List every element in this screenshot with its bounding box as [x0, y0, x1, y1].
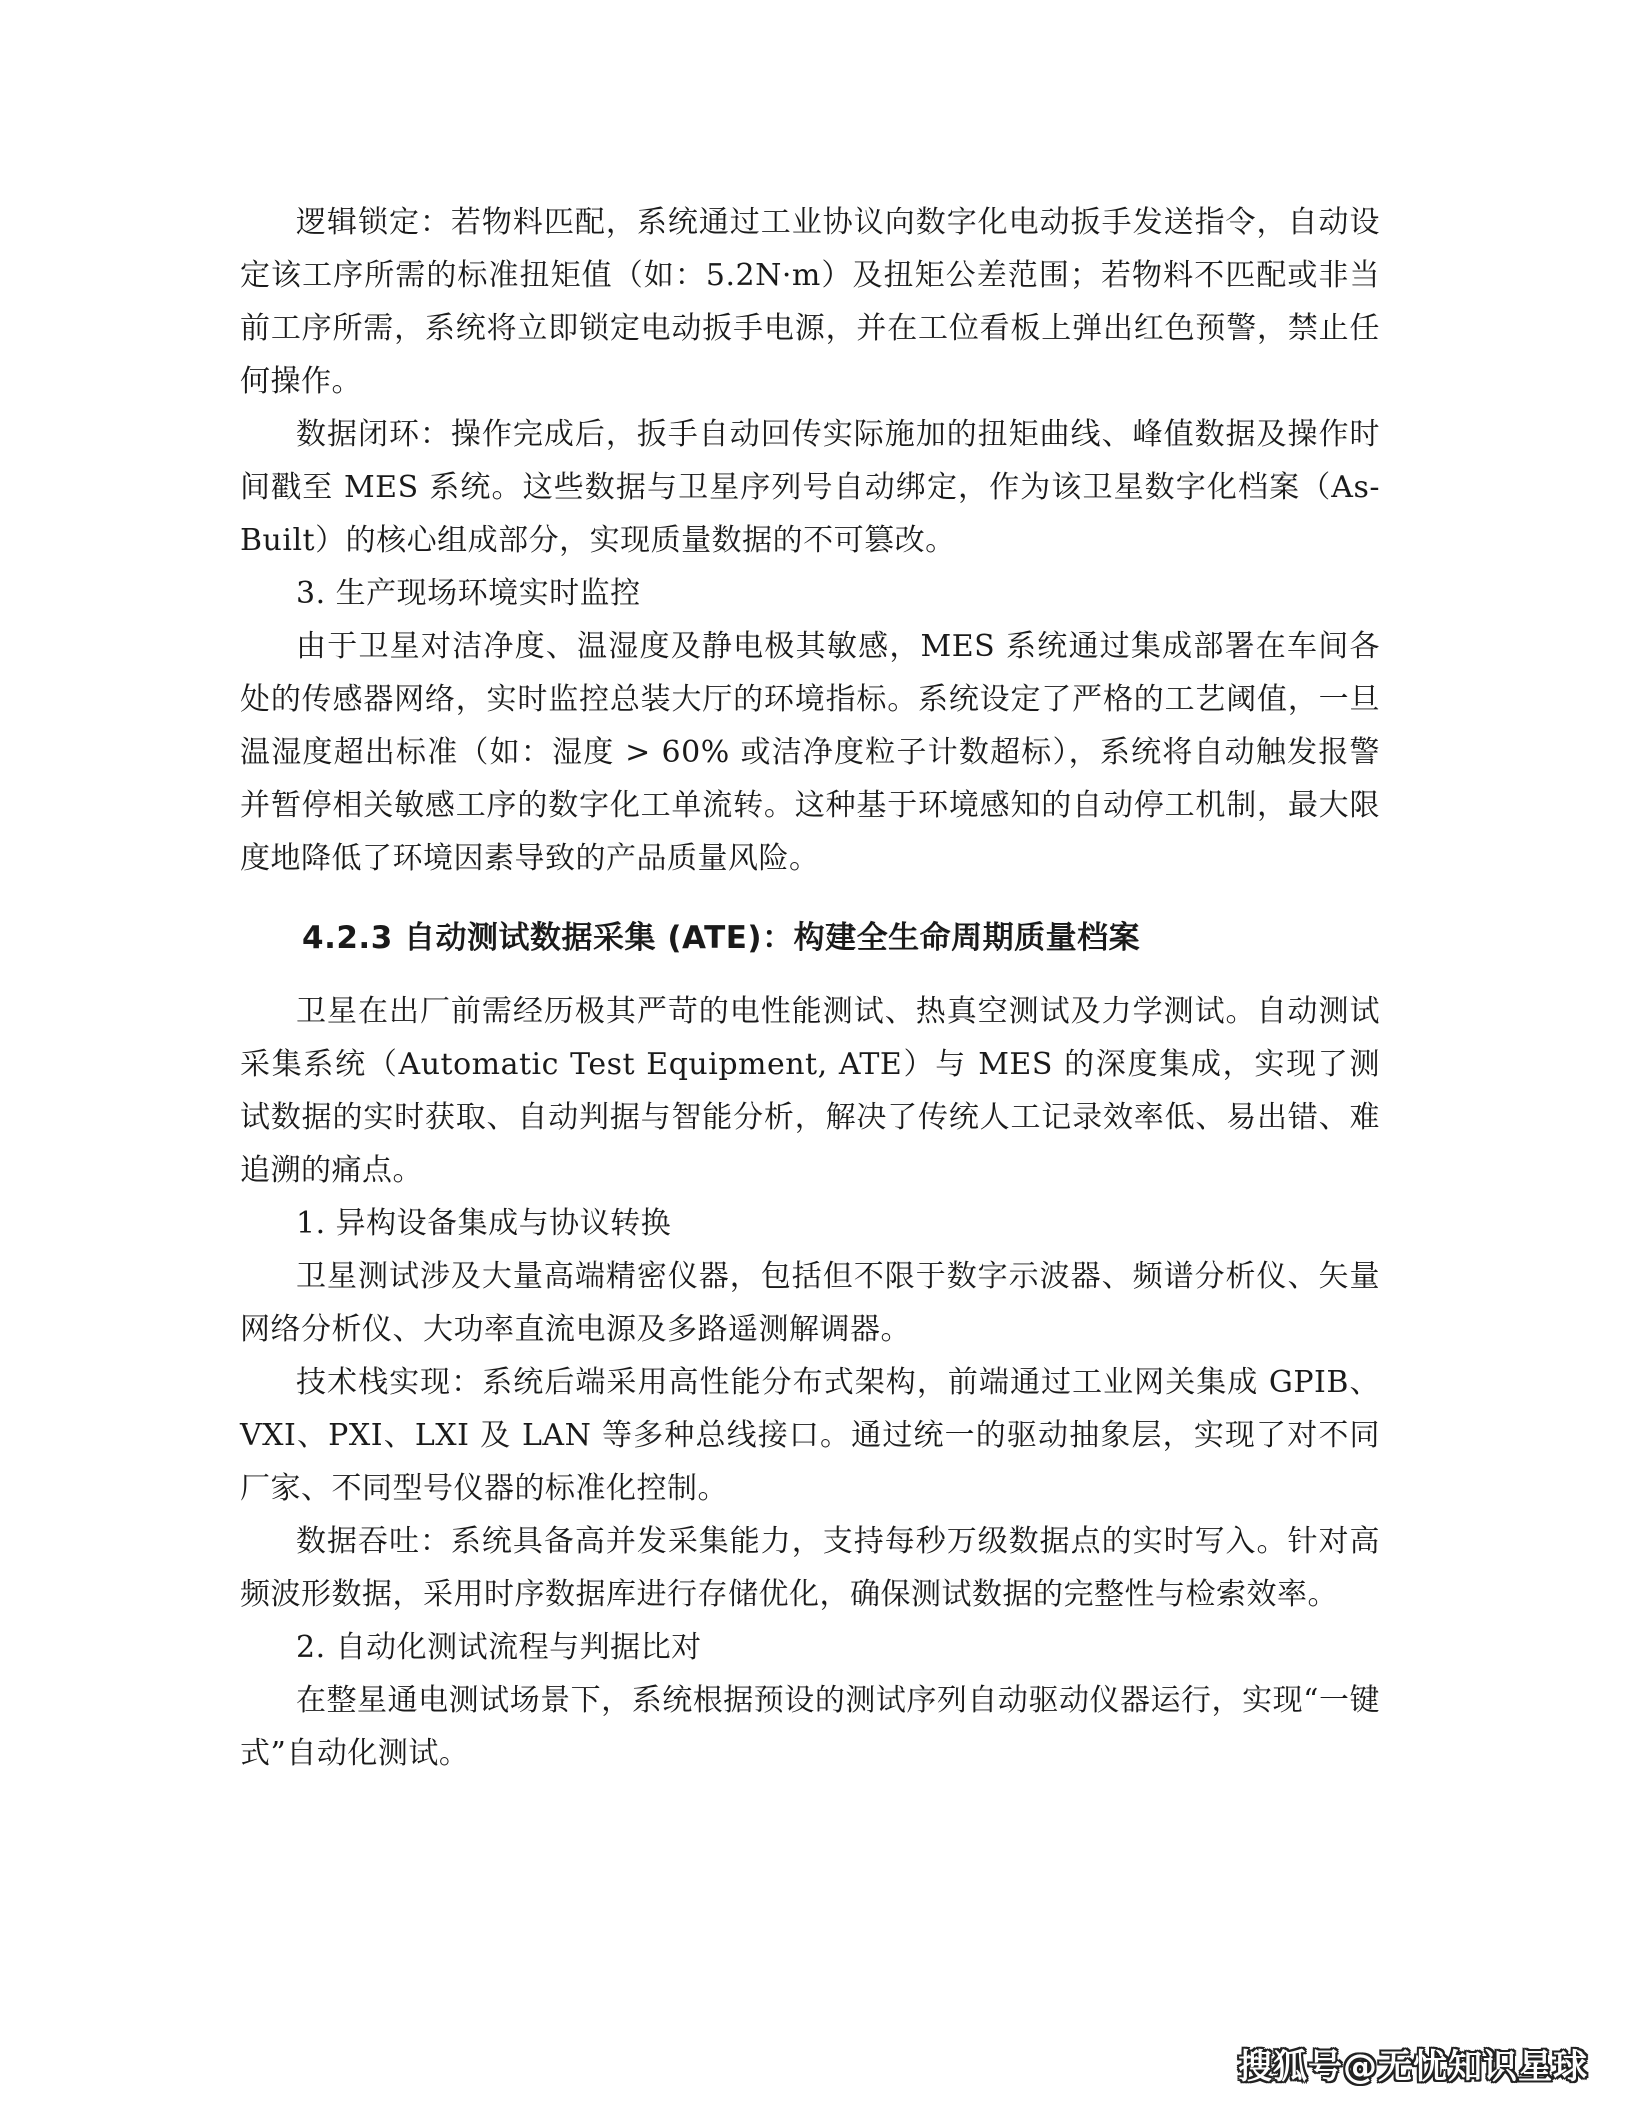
section-heading: 4.2.3 自动测试数据采集 (ATE)：构建全生命周期质量档案	[302, 920, 1141, 956]
list-item-env-monitoring: 3. 生产现场环境实时监控	[296, 576, 641, 611]
paragraph-instruments: 卫星测试涉及大量高端精密仪器，包括但不限于数字示波器、频谱分析仪、矢量网络分析仪、大功率直流电源及多路遥测解调器。	[240, 1259, 1380, 1347]
watermark: 搜狐号@无忧知识星球	[1238, 2047, 1588, 2087]
paragraph-data-loop: 数据闭环：操作完成后，扳手自动回传实际施加的扭矩曲线、峰值数据及操作时间戳至 MES 系统。这些数据与卫星序列号自动绑定，作为该卫星数字化档案（As-Built）的核心组成部分，实现质量数据的不可篡改。	[240, 417, 1380, 558]
paragraph-data-throughput: 数据吞吐：系统具备高并发采集能力，支持每秒万级数据点的实时写入。针对高频波形数据，采用时序数据库进行存储优化，确保测试数据的完整性与检索效率。	[240, 1524, 1380, 1612]
paragraph-logic-lock: 逻辑锁定：若物料匹配，系统通过工业协议向数字化电动扳手发送指令，自动设定该工序所需的标准扭矩值（如：5.2N·m）及扭矩公差范围；若物料不匹配或非当前工序所需，系统将立即锁定电动扳手电源，并在工位看板上弹出红色预警，禁止任何操作。	[240, 205, 1380, 399]
list-item-auto-testing: 2. 自动化测试流程与判据比对	[296, 1630, 702, 1665]
paragraph-ate-intro: 卫星在出厂前需经历极其严苛的电性能测试、热真空测试及力学测试。自动测试采集系统（Automatic Test Equipment, ATE）与 MES 的深度集成，实现了测试数据的实时获取、自动判据与智能分析，解决了传统人工记录效率低、易出错、难追溯的痛点。	[240, 994, 1380, 1188]
document-page	[240, 196, 1380, 1780]
paragraph-one-click: 在整星通电测试场景下，系统根据预设的测试序列自动驱动仪器运行，实现“一键式”自动化测试。	[240, 1683, 1380, 1771]
paragraph-env-monitoring: 由于卫星对洁净度、温湿度及静电极其敏感，MES 系统通过集成部署在车间各处的传感器网络，实时监控总装大厅的环境指标。系统设定了严格的工艺阈值，一旦温湿度超出标准（如：湿度 > 60% 或洁净度粒子计数超标），系统将自动触发报警并暂停相关敏感工序的数字化工单流转。这种基于环境感知的自动停工机制，最大限度地降低了环境因素导致的产品质量风险。	[240, 629, 1380, 876]
paragraph-tech-stack: 技术栈实现：系统后端采用高性能分布式架构，前端通过工业网关集成 GPIB、VXI、PXI、LXI 及 LAN 等多种总线接口。通过统一的驱动抽象层，实现了对不同厂家、不同型号仪器的标准化控制。	[240, 1365, 1380, 1506]
list-item-device-integration: 1. 异构设备集成与协议转换	[296, 1206, 672, 1241]
